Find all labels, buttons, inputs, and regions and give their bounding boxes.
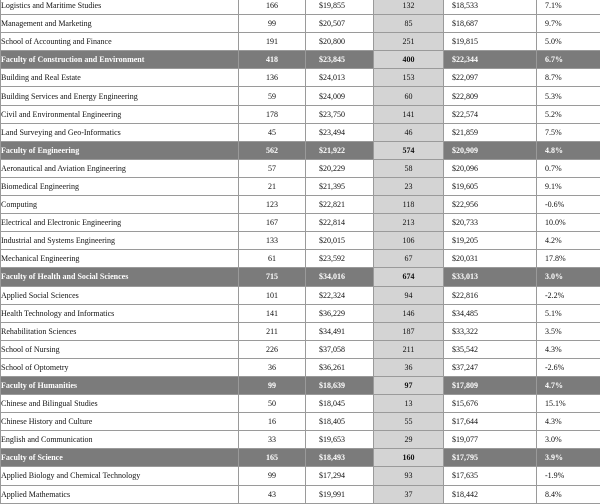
graduates-count-b: 60 [374, 87, 444, 105]
table-row [1, 413, 600, 431]
salary-b: $35,542 [444, 340, 537, 358]
graduates-count-a: 43 [239, 485, 306, 503]
salary-b: $37,247 [444, 358, 537, 376]
change-percent: 7.5% [537, 123, 600, 141]
programme-name: School of Accounting and Finance [1, 33, 239, 51]
salary-a: $22,814 [306, 214, 374, 232]
salary-a: $20,507 [306, 15, 374, 33]
salary-b: $19,605 [444, 177, 537, 195]
salary-a: $23,845 [306, 51, 374, 69]
programme-name: Aeronautical and Aviation Engineering [1, 159, 239, 177]
programme-name: Chinese History and Culture [1, 413, 239, 431]
salary-b: $17,644 [444, 413, 537, 431]
change-percent: 4.2% [537, 232, 600, 250]
table-row [1, 286, 600, 304]
faculty-row [1, 268, 600, 286]
change-percent: 7.1% [537, 0, 600, 15]
table-row [1, 0, 600, 15]
table-row [1, 485, 600, 503]
graduates-count-b: 97 [374, 376, 444, 394]
change-percent: 5.0% [537, 33, 600, 51]
graduates-count-a: 133 [239, 232, 306, 250]
salary-a: $34,491 [306, 322, 374, 340]
table-row [1, 15, 600, 33]
programme-name: Faculty of Health and Social Sciences [1, 268, 239, 286]
programme-name: Faculty of Humanities [1, 376, 239, 394]
table-row [1, 322, 600, 340]
table-row [1, 196, 600, 214]
graduates-count-a: 166 [239, 0, 306, 15]
salary-b: $34,485 [444, 304, 537, 322]
change-percent: -2.6% [537, 358, 600, 376]
salary-a: $37,058 [306, 340, 374, 358]
graduates-count-b: 46 [374, 123, 444, 141]
salary-a: $36,261 [306, 358, 374, 376]
graduates-count-a: 562 [239, 141, 306, 159]
change-percent: -2.2% [537, 286, 600, 304]
salary-b: $22,816 [444, 286, 537, 304]
programme-name: Chinese and Bilingual Studies [1, 395, 239, 413]
salary-b: $21,859 [444, 123, 537, 141]
salary-a: $18,045 [306, 395, 374, 413]
salary-a: $19,855 [306, 0, 374, 15]
salary-b: $20,096 [444, 159, 537, 177]
graduates-count-a: 123 [239, 196, 306, 214]
graduates-count-b: 36 [374, 358, 444, 376]
table-row [1, 340, 600, 358]
programme-name: Biomedical Engineering [1, 177, 239, 195]
table-row [1, 33, 600, 51]
salary-a: $23,750 [306, 105, 374, 123]
change-percent: 3.0% [537, 268, 600, 286]
faculty-row [1, 376, 600, 394]
graduates-count-b: 85 [374, 15, 444, 33]
graduates-count-b: 67 [374, 250, 444, 268]
graduates-count-b: 146 [374, 304, 444, 322]
programme-name: Electrical and Electronic Engineering [1, 214, 239, 232]
table-row [1, 214, 600, 232]
salary-a: $19,653 [306, 431, 374, 449]
salary-a: $20,800 [306, 33, 374, 51]
graduates-count-a: 21 [239, 177, 306, 195]
change-percent: 10.0% [537, 214, 600, 232]
graduates-count-b: 55 [374, 413, 444, 431]
graduates-count-a: 136 [239, 69, 306, 87]
change-percent: 15.1% [537, 395, 600, 413]
graduates-count-b: 94 [374, 286, 444, 304]
graduates-count-b: 23 [374, 177, 444, 195]
salary-b: $17,795 [444, 449, 537, 467]
graduates-count-a: 99 [239, 376, 306, 394]
change-percent: 3.0% [537, 431, 600, 449]
salary-a: $20,229 [306, 159, 374, 177]
salary-a: $17,294 [306, 467, 374, 485]
change-percent: 8.7% [537, 69, 600, 87]
programme-name: Building and Real Estate [1, 69, 239, 87]
salary-a: $24,009 [306, 87, 374, 105]
salary-b: $18,442 [444, 485, 537, 503]
programme-name: Mechanical Engineering [1, 250, 239, 268]
programme-name: Management and Marketing [1, 15, 239, 33]
graduates-count-b: 58 [374, 159, 444, 177]
salary-b: $20,031 [444, 250, 537, 268]
salary-a: $18,639 [306, 376, 374, 394]
graduates-count-b: 213 [374, 214, 444, 232]
change-percent: 5.1% [537, 304, 600, 322]
table-row [1, 232, 600, 250]
table-row [1, 87, 600, 105]
graduates-count-a: 99 [239, 467, 306, 485]
table-row [1, 250, 600, 268]
change-percent: 5.3% [537, 87, 600, 105]
graduates-count-a: 50 [239, 395, 306, 413]
salary-b: $17,635 [444, 467, 537, 485]
change-percent: 9.7% [537, 15, 600, 33]
table-row [1, 395, 600, 413]
salary-table-body [1, 0, 600, 503]
change-percent: 4.3% [537, 413, 600, 431]
graduates-count-a: 61 [239, 250, 306, 268]
change-percent: 3.9% [537, 449, 600, 467]
change-percent: 9.1% [537, 177, 600, 195]
salary-b: $19,205 [444, 232, 537, 250]
salary-a: $36,229 [306, 304, 374, 322]
change-percent: 4.7% [537, 376, 600, 394]
graduates-count-a: 36 [239, 358, 306, 376]
graduates-count-a: 141 [239, 304, 306, 322]
graduates-count-b: 37 [374, 485, 444, 503]
table-row [1, 467, 600, 485]
salary-a: $18,405 [306, 413, 374, 431]
graduates-count-a: 226 [239, 340, 306, 358]
programme-name: School of Nursing [1, 340, 239, 358]
table-row [1, 69, 600, 87]
graduates-count-b: 160 [374, 449, 444, 467]
table-row [1, 105, 600, 123]
table-row [1, 123, 600, 141]
salary-b: $22,809 [444, 87, 537, 105]
salary-b: $20,909 [444, 141, 537, 159]
salary-b: $17,809 [444, 376, 537, 394]
change-percent: 4.8% [537, 141, 600, 159]
graduates-count-b: 400 [374, 51, 444, 69]
faculty-row [1, 449, 600, 467]
programme-name: School of Optometry [1, 358, 239, 376]
graduates-count-a: 45 [239, 123, 306, 141]
graduates-count-b: 574 [374, 141, 444, 159]
salary-b: $22,574 [444, 105, 537, 123]
programme-name: Applied Mathematics [1, 485, 239, 503]
programme-name: Faculty of Construction and Environment [1, 51, 239, 69]
salary-a: $21,922 [306, 141, 374, 159]
salary-a: $24,013 [306, 69, 374, 87]
change-percent: -0.6% [537, 196, 600, 214]
salary-a: $22,821 [306, 196, 374, 214]
change-percent: -1.9% [537, 467, 600, 485]
graduates-count-b: 106 [374, 232, 444, 250]
table-row [1, 304, 600, 322]
graduates-count-a: 178 [239, 105, 306, 123]
graduates-count-b: 211 [374, 340, 444, 358]
salary-b: $33,322 [444, 322, 537, 340]
programme-name: Building Services and Energy Engineering [1, 87, 239, 105]
graduates-count-b: 153 [374, 69, 444, 87]
salary-a: $18,493 [306, 449, 374, 467]
salary-b: $20,733 [444, 214, 537, 232]
programme-name: Civil and Environmental Engineering [1, 105, 239, 123]
change-percent: 17.8% [537, 250, 600, 268]
salary-a: $20,015 [306, 232, 374, 250]
programme-name: Applied Social Sciences [1, 286, 239, 304]
change-percent: 0.7% [537, 159, 600, 177]
faculty-row [1, 51, 600, 69]
graduates-count-b: 187 [374, 322, 444, 340]
change-percent: 6.7% [537, 51, 600, 69]
salary-b: $22,956 [444, 196, 537, 214]
salary-b: $19,077 [444, 431, 537, 449]
graduates-count-a: 211 [239, 322, 306, 340]
graduates-count-a: 59 [239, 87, 306, 105]
table-row [1, 358, 600, 376]
salary-b: $19,815 [444, 33, 537, 51]
graduates-count-a: 99 [239, 15, 306, 33]
programme-name: Land Surveying and Geo-Informatics [1, 123, 239, 141]
programme-name: Health Technology and Informatics [1, 304, 239, 322]
salary-a: $34,016 [306, 268, 374, 286]
programme-name: Rehabilitation Sciences [1, 322, 239, 340]
table-row [1, 177, 600, 195]
programme-name: English and Communication [1, 431, 239, 449]
change-percent: 8.4% [537, 485, 600, 503]
programme-name: Applied Biology and Chemical Technology [1, 467, 239, 485]
salary-a: $21,395 [306, 177, 374, 195]
salary-a: $19,991 [306, 485, 374, 503]
graduates-count-b: 118 [374, 196, 444, 214]
salary-b: $15,676 [444, 395, 537, 413]
programme-name: Faculty of Science [1, 449, 239, 467]
salary-b: $22,344 [444, 51, 537, 69]
graduates-count-a: 33 [239, 431, 306, 449]
graduates-count-a: 101 [239, 286, 306, 304]
graduates-count-a: 57 [239, 159, 306, 177]
table-row [1, 159, 600, 177]
graduates-count-a: 418 [239, 51, 306, 69]
programme-name: Faculty of Engineering [1, 141, 239, 159]
programme-name: Logistics and Maritime Studies [1, 0, 239, 15]
salary-b: $18,687 [444, 15, 537, 33]
graduates-count-b: 141 [374, 105, 444, 123]
change-percent: 3.5% [537, 322, 600, 340]
programme-name: Computing [1, 196, 239, 214]
graduates-count-a: 715 [239, 268, 306, 286]
change-percent: 5.2% [537, 105, 600, 123]
programme-name: Industrial and Systems Engineering [1, 232, 239, 250]
salary-a: $23,592 [306, 250, 374, 268]
salary-a: $23,494 [306, 123, 374, 141]
graduates-count-b: 93 [374, 467, 444, 485]
graduates-count-b: 674 [374, 268, 444, 286]
graduates-count-a: 165 [239, 449, 306, 467]
graduates-count-a: 191 [239, 33, 306, 51]
graduates-count-a: 167 [239, 214, 306, 232]
table-row [1, 431, 600, 449]
faculty-row [1, 141, 600, 159]
salary-a: $22,324 [306, 286, 374, 304]
graduates-count-a: 16 [239, 413, 306, 431]
graduates-count-b: 29 [374, 431, 444, 449]
graduates-count-b: 251 [374, 33, 444, 51]
salary-b: $33,013 [444, 268, 537, 286]
salary-b: $22,097 [444, 69, 537, 87]
graduates-count-b: 132 [374, 0, 444, 15]
salary-b: $18,533 [444, 0, 537, 15]
graduates-count-b: 13 [374, 395, 444, 413]
change-percent: 4.3% [537, 340, 600, 358]
